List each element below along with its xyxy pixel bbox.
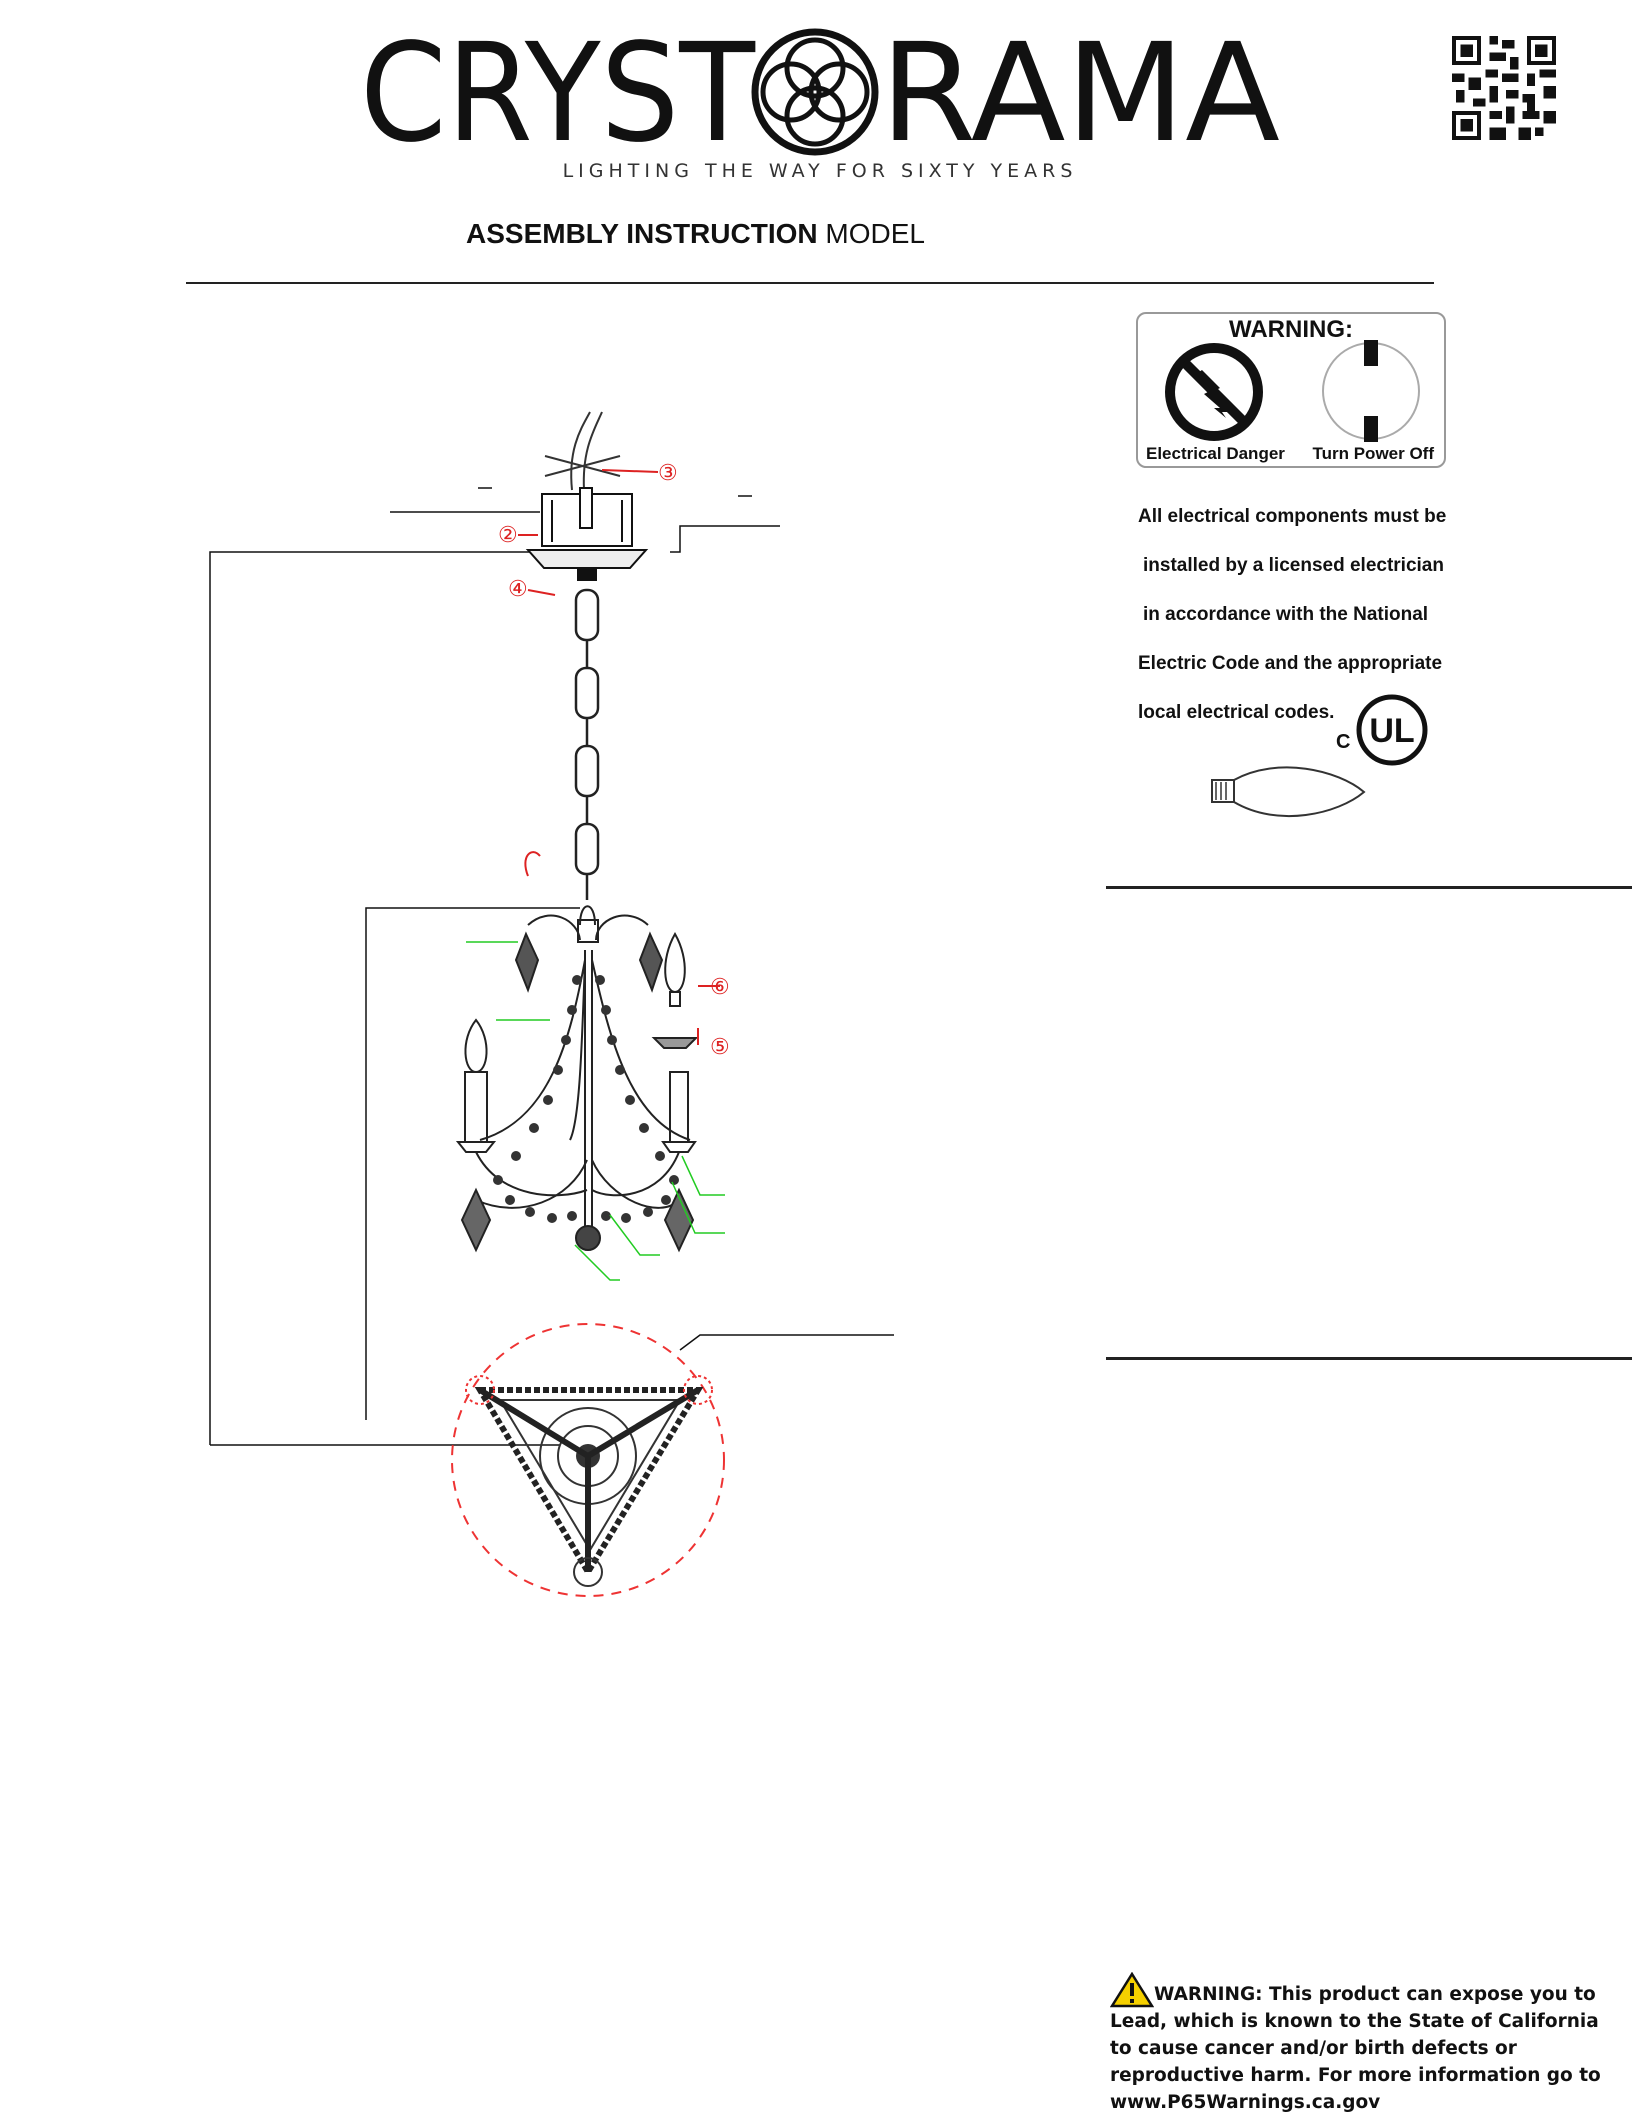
electrical-danger-label: Electrical Danger xyxy=(1146,444,1285,463)
prop65-text: WARNING: This product can expose you to Lead, which is known to the State of California to cause cancer and/or birth defects or reproductive harm. For more information go to www.P65Warnings.ca.gov xyxy=(1110,1984,1601,2113)
canopy xyxy=(528,488,646,580)
title-bold: ASSEMBLY INSTRUCTION xyxy=(466,218,818,249)
brand-name-right: RAMA xyxy=(880,18,1280,158)
right-section-divider-2 xyxy=(1106,1357,1632,1360)
prop65-warning xyxy=(1110,1972,1610,2116)
title-model: MODEL xyxy=(825,218,925,249)
brand-seal-icon xyxy=(755,32,875,152)
callout-2: ② xyxy=(498,523,518,548)
callout-6: ⑥ xyxy=(710,975,730,1000)
candelabra-bulb-icon xyxy=(1208,760,1368,826)
turn-power-off-label: Turn Power Off xyxy=(1312,444,1434,463)
ul-letters: UL xyxy=(1369,712,1415,750)
electrical-warning-box xyxy=(1136,312,1446,468)
header-divider xyxy=(186,282,1434,284)
callout-5: ⑤ xyxy=(710,1035,730,1060)
brand-tagline: LIGHTING THE WAY FOR SIXTY YEARS xyxy=(562,160,1078,182)
notice-line-1: All electrical components must be xyxy=(1138,506,1447,527)
assembly-diagram xyxy=(180,400,1120,1620)
chain xyxy=(576,590,598,900)
right-section-divider-1 xyxy=(1106,886,1632,889)
brand-name-left: CRYST xyxy=(360,18,756,158)
notice-line-5: local electrical codes. xyxy=(1138,702,1335,723)
warning-title: WARNING: xyxy=(1229,316,1353,343)
callout-3: ③ xyxy=(658,461,678,486)
electrical-danger-icon xyxy=(1164,342,1264,442)
chandelier xyxy=(458,906,695,1250)
brand-logo xyxy=(360,18,1280,158)
top-view xyxy=(452,1324,894,1596)
bulb-part xyxy=(654,934,696,1048)
notice-line-2: installed by a licensed electrician xyxy=(1143,555,1444,576)
warning-triangle-icon xyxy=(1110,1972,1154,2008)
ceiling-outline xyxy=(210,488,780,1445)
supply-wire xyxy=(545,412,620,490)
ul-c-letter: C xyxy=(1336,731,1351,753)
notice-line-3: in accordance with the National xyxy=(1143,604,1429,625)
ul-listed-icon xyxy=(1336,690,1432,770)
turn-power-off-icon xyxy=(1320,340,1422,442)
document-title xyxy=(466,218,925,250)
callout-4: ④ xyxy=(508,577,528,602)
notice-line-4: Electric Code and the appropriate xyxy=(1138,653,1443,674)
qr-code-icon[interactable] xyxy=(1452,36,1556,140)
